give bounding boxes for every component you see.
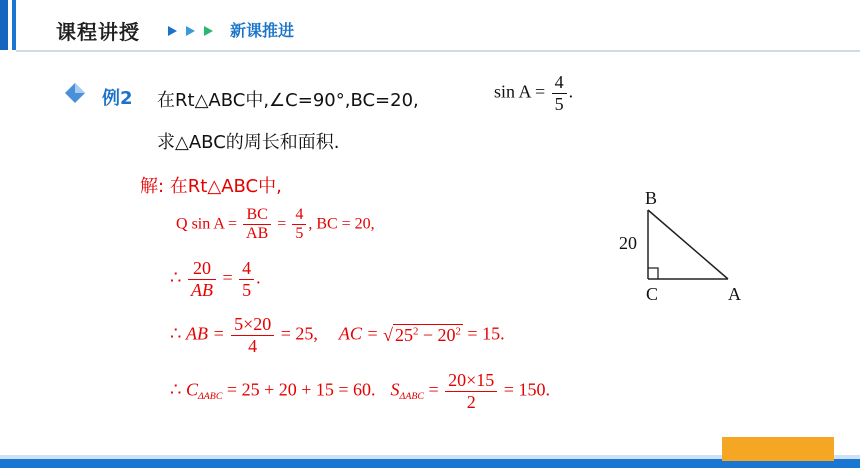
radicand: [393, 324, 463, 346]
header-divider: [16, 50, 860, 52]
area-eq: =: [428, 379, 439, 400]
line1-num-4: 4: [292, 206, 306, 225]
line2-den-ab: AB: [190, 279, 213, 300]
area-fraction: [445, 370, 497, 412]
exponent-1: 2: [412, 325, 419, 338]
header-accent-bar: [0, 0, 8, 50]
sin-end: .: [568, 81, 574, 102]
line2-eq: =: [222, 267, 233, 288]
sin-numerator: 4: [552, 72, 567, 94]
header-accent-bar-thin: [12, 0, 16, 50]
side-length-label: 20: [619, 233, 637, 253]
solution-line-4: [170, 370, 550, 412]
therefore-symbol: ∴: [170, 267, 182, 288]
right-triangle-figure: [610, 184, 770, 304]
diamond-bullet-icon: [64, 82, 86, 104]
header-title: 课程讲授: [56, 20, 140, 44]
header: [0, 0, 860, 56]
sqrt-expression: [383, 324, 463, 346]
line2-num-4: 4: [239, 258, 254, 280]
perimeter-subscript: ΔABC: [197, 390, 223, 402]
line2-num-20: 20: [188, 258, 216, 280]
radical-sign: √: [383, 325, 393, 346]
area-value: = 150.: [503, 379, 550, 400]
vertex-a-label: A: [728, 284, 741, 304]
footer-orange-tab: [722, 437, 834, 461]
line2-den-5: 5: [242, 279, 252, 300]
line1-rest: , BC = 20,: [308, 215, 375, 233]
header-subtitle: 新课推进: [230, 21, 295, 40]
line3-ab: AB =: [185, 323, 225, 344]
area-den: 2: [466, 391, 476, 412]
sin-denominator: 5: [554, 93, 564, 114]
line3-fraction: [231, 314, 274, 356]
example-question: 求△ABC的周长和面积.: [157, 132, 340, 153]
therefore-symbol: ∴: [170, 379, 182, 400]
line1-num-bc: BC: [243, 206, 271, 225]
line1-fraction-4-5: [292, 206, 306, 244]
line3-ac: AC =: [338, 323, 379, 344]
solution-intro: 解: 在Rt△ABC中,: [140, 176, 282, 197]
line3-ac-value: = 15.: [467, 323, 505, 344]
vertex-c-label: C: [646, 284, 659, 304]
line1-den-ab: AB: [246, 225, 269, 243]
example-condition: [157, 86, 419, 112]
line2-fraction-20-ab: [188, 258, 216, 300]
line2-end: .: [256, 267, 261, 288]
right-angle-mark: [648, 268, 658, 279]
area-num: 20×15: [445, 370, 497, 392]
perimeter-symbol: C: [185, 379, 198, 400]
example-sin-formula: [494, 72, 573, 114]
radicand-minus-20: − 20: [418, 325, 456, 346]
solution-line-1: [176, 206, 375, 244]
triple-arrow-icon: [168, 24, 220, 38]
because-symbol: Q: [176, 215, 188, 233]
line1-sin: sin A =: [191, 215, 238, 233]
perimeter-value: = 25 + 20 + 15 = 60.: [226, 379, 376, 400]
example-condition-text: 在Rt△ABC中,∠C=90°,BC=20,: [157, 90, 419, 111]
exponent-2: 2: [455, 325, 461, 338]
radicand-25: 25: [394, 325, 413, 346]
therefore-symbol: ∴: [170, 323, 182, 344]
solution-line-3: [170, 314, 505, 356]
side-ab: [648, 210, 728, 279]
line1-den-5: 5: [295, 225, 304, 243]
line1-eq: =: [277, 215, 287, 233]
vertex-b-label: B: [645, 188, 658, 208]
line3-num: 5×20: [231, 314, 274, 336]
sin-lhs: sin A =: [494, 81, 546, 102]
area-subscript: ΔABC: [399, 390, 424, 402]
line3-den: 4: [248, 335, 258, 356]
line1-fraction-bc-ab: [243, 206, 271, 244]
solution-line-2: [170, 258, 261, 300]
line2-fraction-4-5: [239, 258, 254, 300]
sin-fraction: [552, 72, 567, 114]
example-label: 例2: [102, 88, 133, 109]
area-symbol: S: [390, 379, 400, 400]
line3-value: = 25,: [280, 323, 318, 344]
